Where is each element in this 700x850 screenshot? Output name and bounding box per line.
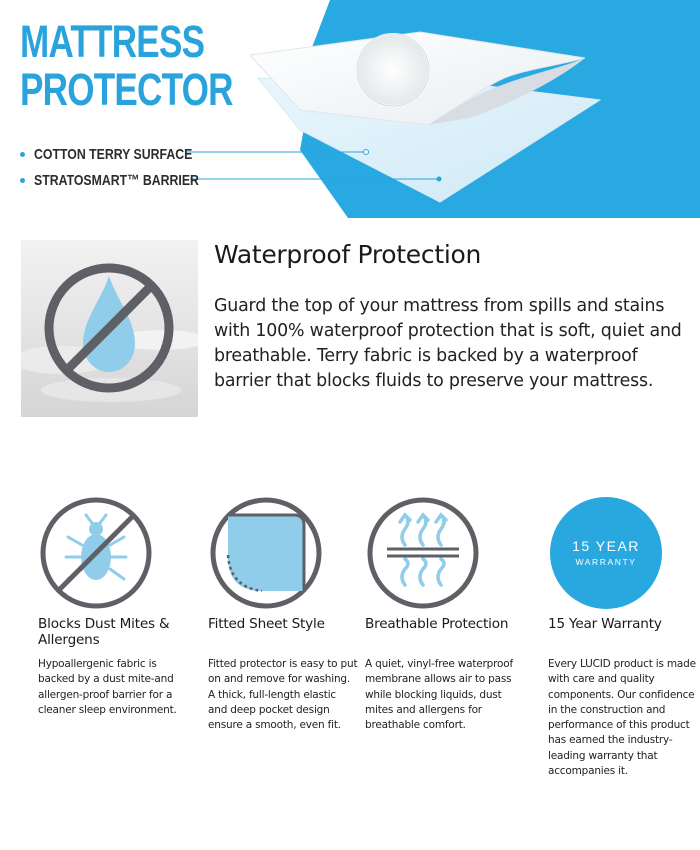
feature-description: Fitted protector is easy to put on and remove for washing. A thick, full-length elastic and deep pocket design ensure a smooth, even fit.: [208, 658, 358, 732]
feature-description: Every LUCID product is made with care and quality components. Our confidence in the construction and performance of this product has earned the industry-leading warranty that accompanies it.: [548, 658, 696, 778]
bullet-item: [20, 167, 235, 193]
waterproof-description: Guard the top of your mattress from spills and stains with 100% waterproof protection that is soft, quiet and breathable. Terry fabric is backed by a waterproof barrier that blocks fluids to preserve your mattress.: [214, 296, 682, 391]
waterproof-title: Waterproof Protection: [214, 240, 482, 269]
hero-title-line2: PROTECTOR: [20, 64, 233, 115]
bullet-dot-icon: [20, 178, 25, 183]
no-water-drop-icon: [21, 240, 198, 417]
bullet-label: STRATOSMART™ BARRIER: [34, 171, 199, 189]
hero-bullet-list: [20, 141, 235, 193]
feature-dust-mites: [38, 495, 203, 716]
badge-line1: 15 YEAR: [572, 538, 640, 554]
no-dust-mite-icon: [38, 495, 154, 611]
waterproof-image: [21, 240, 198, 417]
bullet-dot-icon: [20, 152, 25, 157]
feature-description: Hypoallergenic fabric is backed by a dust mite-and allergen-proof barrier for a cleaner sleep environment.: [38, 658, 177, 716]
feature-fitted-sheet: [208, 495, 373, 732]
feature-title: Breathable Protection: [365, 616, 509, 632]
bullet-item: [20, 141, 235, 167]
feature-description: A quiet, vinyl-free waterproof membrane allows air to pass while blocking liquids, dust mites and allergens for breathable comfort.: [365, 658, 513, 732]
bullet-label: COTTON TERRY SURFACE: [34, 145, 193, 163]
hero-title: [20, 18, 233, 114]
feature-title: Fitted Sheet Style: [208, 616, 325, 632]
hero-title-line1: MATTRESS: [20, 16, 205, 67]
fitted-sheet-icon: [208, 495, 324, 611]
breathable-icon: [365, 495, 481, 611]
feature-title: Blocks Dust Mites & Allergens: [38, 616, 170, 648]
badge-line2: WARRANTY: [575, 557, 637, 567]
hero-banner: [0, 0, 700, 218]
feature-breathable: [365, 495, 530, 732]
feature-warranty: [548, 495, 700, 778]
warranty-badge-icon: [548, 495, 664, 611]
feature-title: 15 Year Warranty: [548, 616, 662, 632]
